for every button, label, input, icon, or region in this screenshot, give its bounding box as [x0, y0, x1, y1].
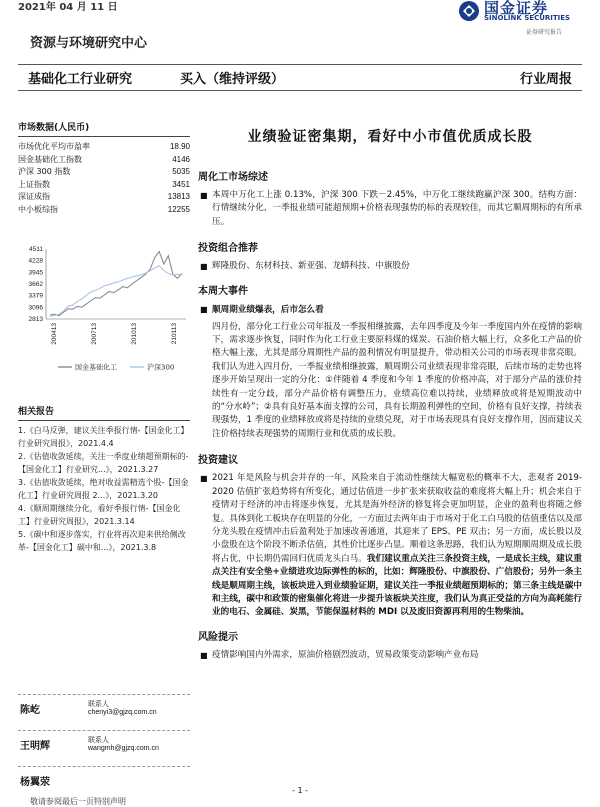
market-label: 深证成指	[18, 192, 50, 201]
industry-category: 基础化工行业研究	[28, 72, 133, 87]
analyst-role: 联系人	[88, 700, 109, 708]
header-bar	[18, 66, 582, 88]
event-headline: ■ 顺周期业绩爆表，后市怎么看	[198, 303, 582, 317]
market-data-row	[18, 154, 190, 167]
y-tick-label: 3379	[28, 292, 43, 300]
market-data-title: 市场数据(人民币)	[18, 120, 190, 137]
logo-mark-icon	[458, 0, 480, 22]
market-review-text: ■ 本周中万化工上涨 0.13%，沪深 300 下跌－2.45%，中万化工继续跑赢沪深 300。结构方面：行情继续分化，一季报业绩可能超预期+价格表现强势的标的表现较佳，而其它顺周期标的有所承压。	[198, 189, 582, 229]
market-label: 沪深 300 指数	[18, 167, 71, 176]
x-tick-label: 201013	[131, 323, 138, 345]
investment-advice-bold: 我们建议重点关注三条投资主线，一是成长主线，建议重点关注有安全垫+业绩进攻边际弹性的标的，比如：辉隆股份、中旗股份、广信股份；另外一条主线是顺周期主线，该板块进入到业绩验证期，建议关注一季报业绩超预期标的；第三条主线是碳中和主线，碳中和政策的密集催化将进一步提升该板块关注度，我们认为真正受益的方向为高耗能行业的电石、金属硅、炭黑，节能保温材料的 MDI 以及废旧资源再利用的生物柴油。	[212, 553, 582, 618]
analyst-email[interactable]: wangmh@gjzq.com.cn	[88, 745, 159, 752]
related-reports-title: 相关报告	[18, 404, 190, 421]
related-report-item[interactable]: 5.《碳中和逐步落实，行业将再次迎来供给侧改革-【国金化工】碳中和...》，2021.3.8	[18, 530, 186, 552]
y-tick-label: 3096	[28, 304, 43, 312]
analyst-card	[18, 730, 190, 766]
investment-advice-body: 2021 年是风险与机会并存的一年，风险来自于流动性继续大幅宽松的概率不大，悲观者 2019-2020 估值扩张趋势将有所变化，通过估值进一步扩张来获取收益的难度将大幅上升；机会来自于疫情对于经济的冲击将逐步恢复，尤其是海外经济的修复将会更加明显，企业的盈利也将随之修复。具体到化工板块存在明显的分化，一方面过去两年由于市场对于化工白马股的估值重估以及部分龙头股在疫情冲击后盈利处于加速改善通道，其迎来了 EPS、PE 双击；另一方面，成长股以及小盘股在这个阶段不断杀估值，其性价比逐步凸显。顺着这条思路，我们认为短期顺周期及成长股将占优，中长期仍需回归优质龙头白马。	[212, 473, 582, 564]
rating: 买入（维持评级）	[180, 72, 285, 87]
company-logo	[458, 0, 588, 40]
y-tick-label: 3662	[28, 281, 43, 288]
market-data-row	[18, 191, 190, 204]
market-value: 12255	[167, 204, 190, 214]
index-trend-chart	[18, 245, 190, 380]
report-title: 业绩验证密集期，看好中小市值优质成长股	[247, 129, 533, 145]
market-data-row	[18, 166, 190, 179]
y-tick-label: 3945	[28, 269, 43, 277]
event-text: 四月份，部分化工行业公司年报及一季报相继披露，去年四季度及今年一季度国内外在疫情的影响下，需求逐步恢复，同时作为化工行业主要原料煤的煤炭、石油价格大幅上行，众多化工产品的价格大幅上涨，尤其是部分周期性产品的盈利情况有明显提升，带动相关公司的市场表现非常亮眼。我们认为进入四月份，一季报业绩相继披露，顺周期公司业绩表现非常亮眼，后续市场的走势也将逐步开始呈现出一定的分化：①伴随着 4 季度和今年 1 季度的价格冲高，对于部分产品的涨价持续性有一定分歧，部分产品价格有调整压力，业绩高位难以持续，业绩释放或将是短期波动中的“分水岭”；②具有良好基本面支撑的公司，具有长期盈利弹性的空间，价格有良好支撑，持续表现强势，1 季度的业绩释放或将是持续的业绩兑现，对于市场表现具有良好支撑作用，因而建议关注价格持续表现强势的周期行业和优质的成长股。	[212, 321, 582, 439]
x-tick-label: 200413	[51, 323, 58, 345]
related-reports	[18, 404, 190, 555]
related-report-item[interactable]: 1.《白马反弹，建议关注季报行情-【国金化工】行业研究周报》，2021.4.4	[18, 426, 189, 448]
page-number: - 1 -	[292, 786, 308, 795]
report-type: 行业周报	[519, 72, 572, 87]
x-tick-label: 200713	[91, 323, 98, 345]
market-value: 13813	[167, 192, 190, 201]
investment-advice-text	[198, 472, 582, 619]
analyst-name: 王明辉	[20, 741, 50, 752]
section-title: 本周大事件	[198, 285, 248, 297]
analyst-card	[18, 694, 190, 730]
analyst-email[interactable]: chenyi3@gjzq.com.cn	[88, 709, 157, 716]
market-value: 4146	[172, 154, 190, 164]
y-tick-label: 2813	[28, 316, 43, 323]
y-tick-label: 4228	[28, 257, 43, 265]
market-data-row	[18, 179, 190, 192]
analyst-name: 陈屹	[20, 705, 40, 716]
related-report-item[interactable]: 2.《估值收敛延续，关注一季度业绩超预期标的-【国金化工】行业研究...》，2021.3.27	[18, 452, 189, 474]
market-label: 市场优化平均市盈率	[18, 142, 90, 151]
portfolio-text: ■ 辉隆股份、东材科技、新亚强、龙蟒科技、中旗股份	[198, 260, 582, 273]
main-content	[198, 120, 582, 662]
section-title: 投资组合推荐	[198, 243, 258, 255]
market-data-row	[18, 204, 190, 217]
header-top-rule	[18, 64, 582, 65]
related-report-item[interactable]: 4.《顺周期继续分化，看好季报行情-【国金化工】行业研究周报》，2021.3.14	[18, 504, 181, 526]
market-value: 5035	[172, 167, 190, 176]
legend-label: 国金基础化工	[75, 363, 117, 372]
related-report-item[interactable]: 3.《估值收敛延续，绝对收益需精选个股-【国金化工】行业研究周报 2...》，2021.3.20	[18, 478, 189, 500]
market-label: 上证指数	[18, 179, 50, 189]
market-label: 国金基础化工指数	[18, 154, 82, 164]
market-value: 18.90	[169, 142, 190, 151]
section-title: 投资建议	[198, 455, 238, 467]
section-title: 风险提示	[198, 631, 238, 643]
header-bottom-rule	[18, 90, 582, 91]
section-title: 周化工市场综述	[198, 172, 268, 183]
analyst-card	[18, 766, 190, 788]
risk-text: ■ 疫情影响国内外需求，原油价格剧烈波动，贸易政策变动影响产业布局	[198, 649, 582, 662]
analyst-role: 联系人	[88, 736, 109, 744]
logo-english-name: SINOLINK SECURITIES	[484, 14, 571, 22]
research-department: 资源与环境研究中心	[30, 36, 148, 51]
logo-subtitle: 证券研究报告	[526, 29, 563, 36]
y-tick-label: 4511	[29, 246, 43, 253]
market-data-row	[18, 141, 190, 154]
analyst-name: 杨翼荥	[20, 777, 50, 788]
market-data-panel	[18, 120, 190, 216]
market-value: 3451	[172, 179, 190, 189]
legend-label: 沪深300	[147, 363, 175, 372]
logo-chinese-name: 国金证券	[484, 0, 549, 17]
disclaimer: 敬请参阅最后一页特别声明	[30, 797, 126, 806]
report-date: 2021年 04 月 11 日	[18, 2, 118, 13]
x-tick-label: 210113	[171, 323, 178, 345]
market-label: 中小板综指	[18, 204, 58, 214]
analyst-list	[18, 694, 190, 788]
